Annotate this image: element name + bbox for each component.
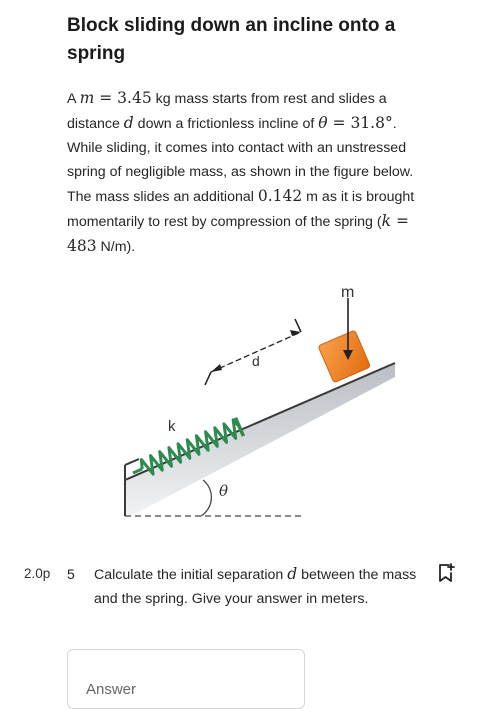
question-d-symbol: d bbox=[287, 565, 298, 583]
angle-arc bbox=[201, 480, 211, 516]
problem-title: Block sliding down an incline onto a spring bbox=[67, 15, 396, 64]
extra-distance-value: 0.142 bbox=[257, 187, 303, 205]
mass-label: m bbox=[341, 284, 355, 301]
problem-text: . While sliding, it comes into contact with an unstressed spring of negligible mass, as shown in the figure below. The mass slides an additional bbox=[67, 116, 414, 205]
problem-text: A bbox=[67, 91, 80, 107]
question-number: 5 bbox=[67, 566, 75, 582]
question-text-part: Calculate the initial separation bbox=[94, 567, 288, 583]
question-points: 2.0p bbox=[24, 566, 51, 581]
problem-text: down a frictionless incline of bbox=[133, 116, 319, 132]
angle-symbol: θ = 31.8° bbox=[318, 114, 393, 132]
incline-ramp bbox=[125, 363, 395, 516]
problem-text: kg mass starts from rest and slides a distance bbox=[67, 91, 387, 132]
distance-d-label: d bbox=[252, 353, 260, 369]
answer-box bbox=[67, 649, 305, 709]
problem-text: m as it is brought momentarily to rest by compression of the spring ( bbox=[67, 189, 415, 230]
bookmark-icon[interactable] bbox=[437, 563, 455, 583]
question-text bbox=[94, 562, 424, 611]
problem-statement bbox=[67, 86, 417, 259]
spring-label: k bbox=[168, 418, 176, 435]
mass-block bbox=[318, 330, 371, 383]
distance-symbol: d bbox=[123, 114, 134, 132]
mass-symbol: m = 3.45 bbox=[79, 89, 152, 107]
incline-spring-figure bbox=[105, 280, 415, 530]
question-text-part: between the mass and the spring. Give your answer in meters. bbox=[94, 567, 417, 607]
distance-d-arrow bbox=[205, 319, 301, 385]
theta-label: θ bbox=[219, 482, 229, 500]
answer-input[interactable] bbox=[68, 650, 304, 708]
spring-constant-symbol: k = 483 bbox=[67, 212, 409, 255]
mass-arrow bbox=[343, 298, 353, 360]
problem-text: N/m). bbox=[96, 239, 136, 255]
